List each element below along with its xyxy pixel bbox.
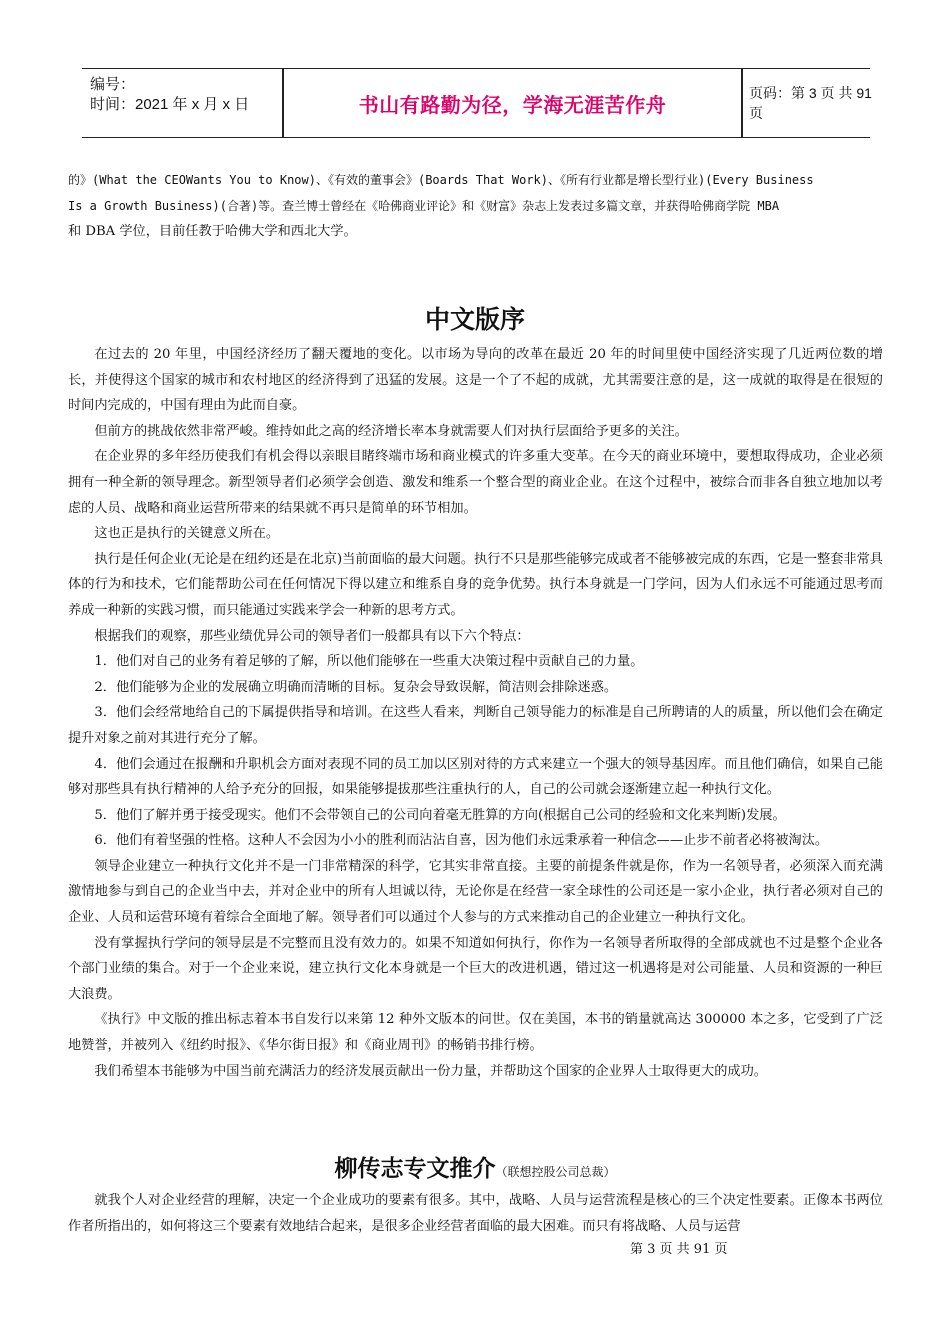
list-item: 6．他们有着坚强的性格。这种人不会因为小小的胜利而沾沾自喜，因为他们永远秉承着一种信念——止步不前者必将被淘汰。 <box>94 833 829 849</box>
paragraph: 没有掌握执行学问的领导层是不完整而且没有效力的。如果不知道如何执行，你作为一名领导者所取得的全部成就也不过是整个企业各个部门业绩的集合。对于一个企业来说，建立执行文化本身就是一个巨大的改进机遇，错过这一机遇将是对公司能量、人员和资源的一种巨大浪费。 <box>68 935 883 1002</box>
paragraph: 这也正是执行的关键意义所在。 <box>94 526 280 542</box>
paragraph: 在过去的 20 年里，中国经济经历了翻天覆地的变化。以市场为导向的改革在最近 20 年的时间里使中国经济实现了几近两位数的增长，并使得这个国家的城市和农村地区的经济得到了迅猛的发展。这是一个了不起的成就，尤其需要注意的是，这一成就的取得是在很短的时间内完成的，中国有理由为此而自豪。 <box>68 347 883 414</box>
intro-line-1: 的》(What the CEOWants You to Know)、《有效的董事会》(Boards That Work)、《所有行业都是增长型行业)(Every Business <box>68 173 814 187</box>
list-item: 2．他们能够为企业的发展确立明确而清晰的目标。复杂会导致误解，简洁则会排除迷惑。 <box>94 679 618 695</box>
paragraph: 根据我们的观察，那些业绩优异公司的领导者们一般都具有以下六个特点： <box>94 628 530 644</box>
list-item: 4．他们会通过在报酬和升职机会方面对表现不同的员工加以区别对待的方式来建立一个强大的领导基因库。而且他们确信，如果自己能够对那些具有执行精神的人给予充分的回报，如果能够提拔那些注重执行的人，自己的公司就会逐渐建立起一种执行文化。 <box>68 756 883 798</box>
preface-body <box>68 342 883 1084</box>
header-page-number: 页码：第 3 页 共 91 页 <box>749 85 872 121</box>
section-title-recommendation <box>0 1150 950 1183</box>
paragraph: 《执行》中文版的推出标志着本书自发行以来第 12 种外文版本的问世。仅在美国，本书的销量就高达 300000 本之多，它受到了广泛地赞誉，并被列入《纽约时报》、《华尔街日报》和《商业周刊》的畅销书排行榜。 <box>68 1012 883 1054</box>
paragraph: 领导企业建立一种执行文化并不是一门非常精深的科学，它其实非常直接。主要的前提条件就是你，作为一名领导者，必须深入而充满激情地参与到自己的企业当中去，并对企业中的所有人坦诚以待，无论你是在经营一家全球性的公司还是一家小企业，执行者必须对自己的企业、人员和运营环境有着综合全面地了解。领导者们可以通过个人参与的方式来推动自己的企业建立一种执行文化。 <box>68 858 883 926</box>
recommendation-body <box>68 1188 883 1239</box>
header-motto-cell <box>282 69 743 137</box>
paragraph: 就我个人对企业经营的理解，决定一个企业成功的要素有很多。其中，战略、人员与运营流程是核心的三个决定性要素。正像本书两位作者所指出的，如何将这三个要素有效地结合起来，是很多企业经营者面临的最大困难。而只有将战略、人员与运营 <box>68 1193 883 1234</box>
list-item: 5．他们了解并勇于接受现实。他们不会带领自己的公司向着毫无胜算的方向(根据自己公司的经验和文化来判断)发展。 <box>94 807 786 823</box>
recommendation-title: 柳传志专文推介 <box>334 1155 496 1181</box>
document-date: 时间：2021 年 x 月 x 日 <box>90 96 250 113</box>
page-footer: 第 3 页 共 91 页 <box>630 1242 728 1257</box>
paragraph: 在企业界的多年经历使我们有机会得以亲眼目睹终端市场和商业模式的许多重大变革。在今天的商业环境中，要想取得成功，企业必须拥有一种全新的领导理念。新型领导者们必须学会创造、激发和维系一个整合型的商业企业。在这个过程中，被综合而非各自独立地加以考虑的人员、战略和商业运营所带来的结果就不再只是简单的环节相加。 <box>68 449 883 516</box>
list-item: 3．他们会经常地给自己的下属提供指导和培训。在这些人看来，判断自己领导能力的标准是自己所聘请的人的质量，所以他们会在确定提升对象之前对其进行充分了解。 <box>68 705 883 746</box>
recommendation-subtitle: （联想控股公司总裁） <box>495 1165 616 1179</box>
intro-line-2: Is a Growth Business)(合著)等。查兰博士曾经在《哈佛商业评论》和《财富》杂志上发表过多篇文章，并获得哈佛商学院 MBA <box>68 198 780 213</box>
paragraph: 执行是任何企业(无论是在纽约还是在北京)当前面临的最大问题。执行不只是那些能够完成或者不能够被完成的东西，它是一整套非常具体的行为和技术，它们能帮助公司在任何情况下得以建立和维系自身的竞争优势。执行本身就是一门学问，因为人们永远不可能通过思考而养成一种新的实践习惯，而只能通过实践来学会一种新的思考方式。 <box>68 551 883 618</box>
paragraph: 我们希望本书能够为中国当前充满活力的经济发展贡献出一份力量，并帮助这个国家的企业界人士取得更大的成功。 <box>94 1063 767 1079</box>
section-title-preface: 中文版序 <box>424 306 525 334</box>
list-item: 1．他们对自己的业务有着足够的了解，所以他们能够在一些重大决策过程中贡献自己的力量。 <box>94 654 644 670</box>
intro-text <box>68 168 883 245</box>
intro-line-3: 和 DBA 学位，目前任教于哈佛大学和西北大学。 <box>68 224 357 240</box>
paragraph: 但前方的挑战依然非常严峻。维持如此之高的经济增长率本身就需要人们对执行层面给予更多的关注。 <box>94 423 688 439</box>
header-info <box>82 69 282 137</box>
header-motto: 书山有路勤为径，学海无涯苦作舟 <box>358 94 667 117</box>
page-header <box>82 68 870 138</box>
document-number: 编号： <box>90 76 136 93</box>
